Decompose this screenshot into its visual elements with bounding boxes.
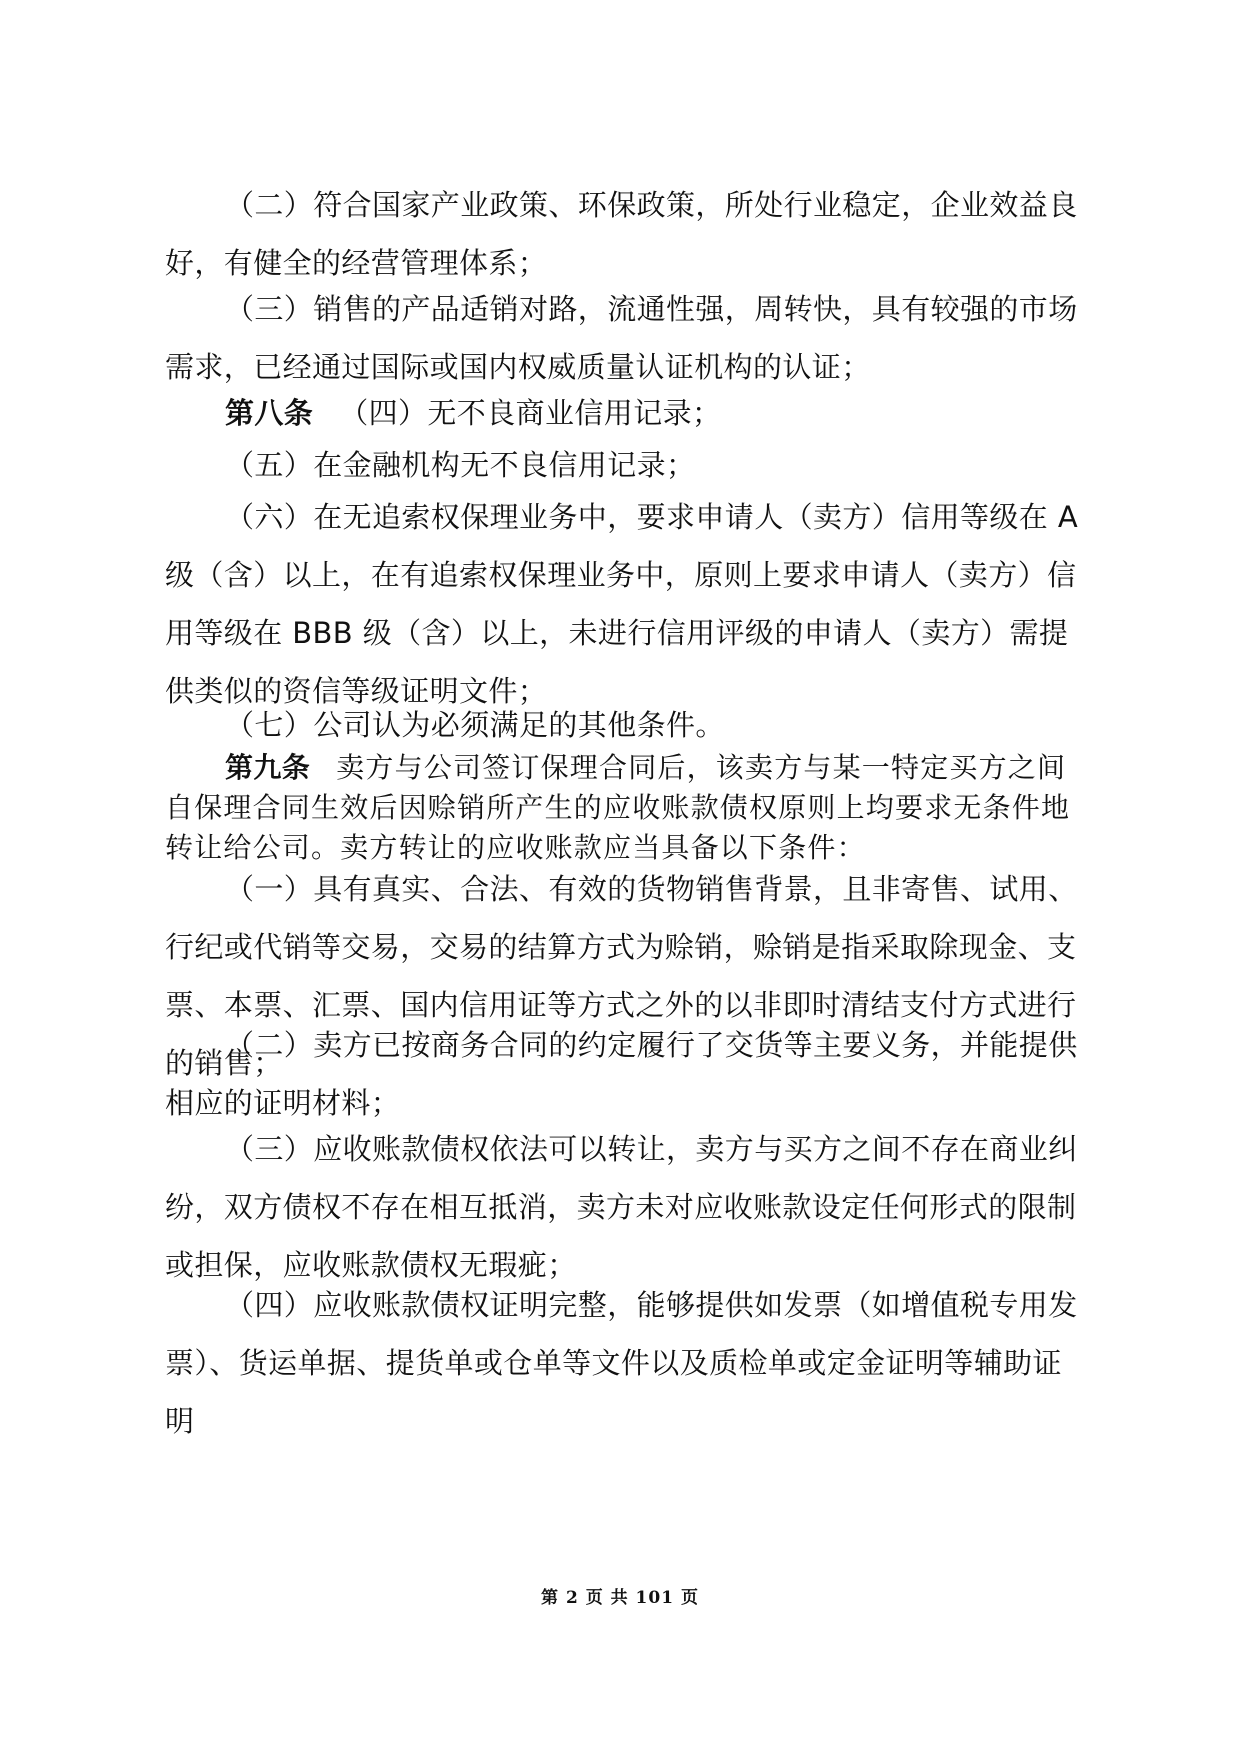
paragraph-text: （二）符合国家产业政策、环保政策，所处行业稳定，企业效益良好，有健全的经营管理体系； <box>165 188 1078 280</box>
paragraph-text: （六）在无追索权保理业务中，要求申请人（卖方）信用等级在 A 级（含）以上，在有追索权保理业务中，原则上要求申请人（卖方）信用等级在 BBB 级（含）以上，未进行信用评级的申请人（卖方）需提供类似的资信等级证明文件； <box>165 500 1079 708</box>
condition-2 <box>165 1016 1085 1132</box>
paragraph-3 <box>165 280 1085 396</box>
paragraph-7 <box>165 696 1085 754</box>
paragraph-text: （二）卖方已按商务合同的约定履行了交货等主要义务，并能提供相应的证明材料； <box>165 1028 1078 1120</box>
paragraph-text: （五）在金融机构无不良信用记录； <box>225 448 696 482</box>
paragraph-2 <box>165 176 1085 292</box>
paragraph-text: （七）公司认为必须满足的其他条件。 <box>225 708 725 742</box>
paragraph-5 <box>165 436 1085 494</box>
article-9-paragraph <box>165 748 1085 868</box>
paragraph-text: （三）销售的产品适销对路，流通性强，周转快，具有较强的市场需求，已经通过国际或国内权威质量认证机构的认证； <box>165 292 1078 384</box>
condition-3 <box>165 1120 1085 1294</box>
article-8-heading: 第八条 <box>225 396 314 430</box>
article-9-heading: 第九条 <box>225 751 311 784</box>
paragraph-text: 卖方与公司签订保理合同后，该卖方与某一特定买方之间自保理合同生效后因赊销所产生的应收账款债权原则上均要求无条件地转让给公司。卖方转让的应收账款应当具备以下条件： <box>165 751 1071 864</box>
paragraph-text: （三）应收账款债权依法可以转让，卖方与买方之间不存在商业纠纷，双方债权不存在相互抵消，卖方未对应收账款设定任何形式的限制或担保，应收账款债权无瑕疵； <box>165 1132 1078 1282</box>
paragraph-text: （一）具有真实、合法、有效的货物销售背景，且非寄售、试用、行纪或代销等交易，交易的结算方式为赊销，赊销是指采取除现金、支票、本票、汇票、国内信用证等方式之外的以非即时清结支付方式进行的销售； <box>165 872 1078 1080</box>
condition-4 <box>165 1276 1085 1450</box>
paragraph-text: （四）应收账款债权证明完整，能够提供如发票（如增值税专用发票）、货运单据、提货单或仓单等文件以及质检单或定金证明等辅助证明 <box>165 1288 1078 1438</box>
paragraph-6 <box>165 488 1085 720</box>
paragraph-text: （四）无不良商业信用记录； <box>339 396 722 430</box>
article-8-paragraph <box>165 384 1085 442</box>
page-number-footer: 第 2 页 共 101 页 <box>541 1588 699 1608</box>
